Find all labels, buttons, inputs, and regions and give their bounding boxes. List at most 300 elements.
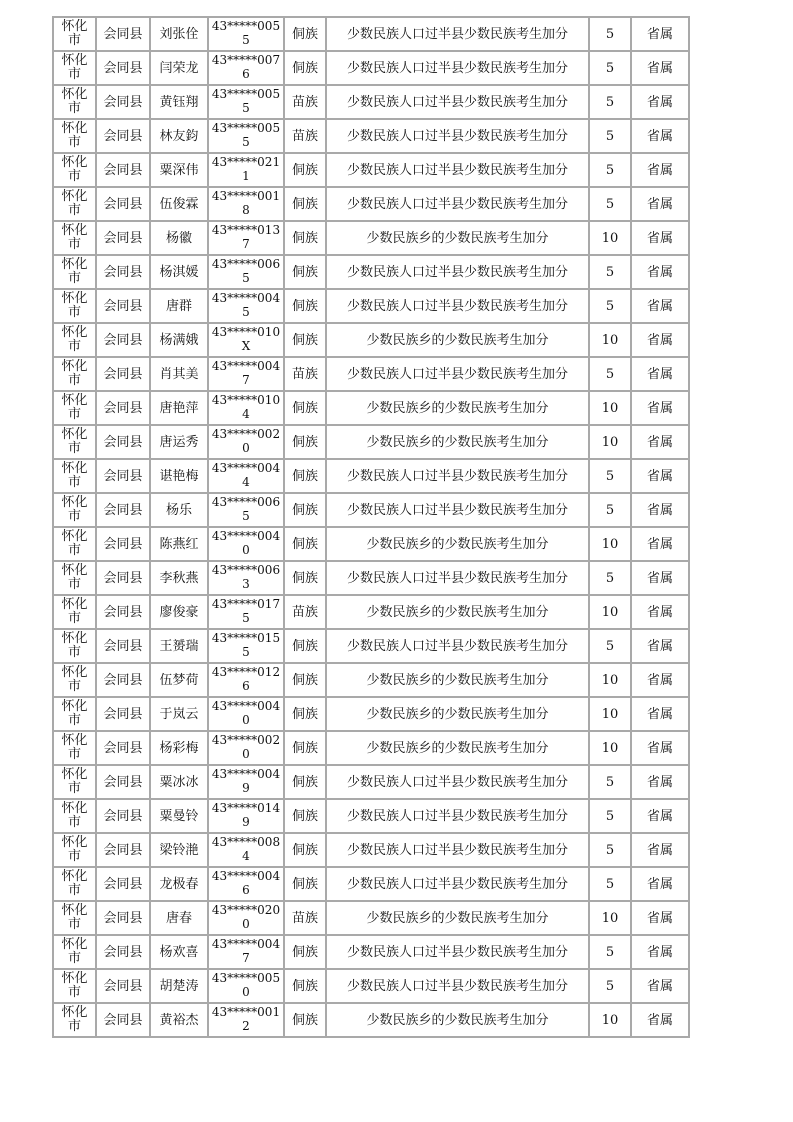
city-text-line2: 市 [67,917,81,932]
city-cell [53,119,96,153]
id-number-line1: 43*****015 [211,631,281,645]
city-text-line2: 市 [67,985,81,1000]
id-number-cell [208,867,284,901]
id-number-line2: 0 [242,985,250,999]
city-text-line2: 市 [67,339,81,354]
ethnicity-cell: 侗族 [284,323,326,357]
city-text-line1: 怀化 [61,19,88,34]
id-number-line1: 43*****004 [211,767,281,781]
id-number-cell [208,697,284,731]
county-cell: 会同县 [96,833,150,867]
authority-level-cell: 省属 [631,799,689,833]
city-text-line1: 怀化 [61,835,88,850]
name-cell: 闫荣龙 [150,51,208,85]
table-row [53,935,689,969]
id-number-cell [208,255,284,289]
id-number-line1: 43*****004 [211,699,281,713]
id-number-cell [208,187,284,221]
table-row [53,119,689,153]
bonus-reason-cell: 少数民族乡的少数民族考生加分 [326,323,589,357]
ethnicity-cell: 侗族 [284,289,326,323]
city-text-line2: 市 [67,67,81,82]
name-cell: 杨满娥 [150,323,208,357]
authority-level-cell: 省属 [631,629,689,663]
bonus-reason-cell: 少数民族人口过半县少数民族考生加分 [326,153,589,187]
bonus-points-cell: 5 [589,765,631,799]
id-number-line2: 4 [242,407,250,421]
bonus-reason-cell: 少数民族人口过半县少数民族考生加分 [326,85,589,119]
bonus-points-cell: 10 [589,391,631,425]
table-row [53,561,689,595]
bonus-reason-cell: 少数民族乡的少数民族考生加分 [326,663,589,697]
id-number-line1: 43*****004 [211,461,281,475]
city-cell [53,663,96,697]
city-text-line2: 市 [67,577,81,592]
bonus-points-cell: 5 [589,357,631,391]
table-row [53,17,689,51]
table-row [53,1003,689,1037]
ethnicity-cell: 侗族 [284,51,326,85]
id-number-line1: 43*****001 [211,1005,281,1019]
county-cell: 会同县 [96,51,150,85]
bonus-points-cell: 5 [589,833,631,867]
bonus-points-cell: 5 [589,867,631,901]
bonus-points-cell: 5 [589,51,631,85]
table-body [53,17,689,1037]
id-number-line1: 43*****002 [211,427,281,441]
city-cell [53,221,96,255]
city-cell [53,527,96,561]
table-row [53,867,689,901]
city-text-line2: 市 [67,169,81,184]
bonus-points-table [52,16,690,1038]
id-number-line1: 43*****014 [211,801,281,815]
id-number-line1: 43*****004 [211,359,281,373]
city-text-line1: 怀化 [61,767,88,782]
ethnicity-cell: 侗族 [284,799,326,833]
id-number-line2: 1 [242,169,250,183]
city-cell [53,459,96,493]
ethnicity-cell: 苗族 [284,595,326,629]
name-cell: 杨彩梅 [150,731,208,765]
city-text-line2: 市 [67,679,81,694]
city-text-line2: 市 [67,951,81,966]
county-cell: 会同县 [96,425,150,459]
authority-level-cell: 省属 [631,153,689,187]
authority-level-cell: 省属 [631,527,689,561]
id-number-line1: 43*****004 [211,291,281,305]
county-cell: 会同县 [96,731,150,765]
ethnicity-cell: 侗族 [284,493,326,527]
bonus-points-cell: 10 [589,527,631,561]
city-text-line2: 市 [67,101,81,116]
bonus-points-cell: 5 [589,935,631,969]
name-cell: 于岚云 [150,697,208,731]
city-text-line1: 怀化 [61,495,88,510]
bonus-reason-cell: 少数民族人口过半县少数民族考生加分 [326,51,589,85]
bonus-points-cell: 5 [589,187,631,221]
city-text-line1: 怀化 [61,869,88,884]
city-text-line2: 市 [67,1019,81,1034]
table-row [53,459,689,493]
id-number-line2: 6 [242,679,250,693]
id-number-cell [208,663,284,697]
table-row [53,255,689,289]
id-number-line2: 3 [242,577,250,591]
id-number-cell [208,731,284,765]
name-cell: 粟曼铃 [150,799,208,833]
ethnicity-cell: 侗族 [284,867,326,901]
county-cell: 会同县 [96,1003,150,1037]
name-cell: 杨乐 [150,493,208,527]
table-row [53,901,689,935]
id-number-line1: 43*****005 [211,19,281,33]
name-cell: 粟深伟 [150,153,208,187]
city-cell [53,969,96,1003]
city-text-line1: 怀化 [61,461,88,476]
id-number-line2: 0 [242,713,250,727]
table-row [53,85,689,119]
city-cell [53,85,96,119]
city-cell [53,425,96,459]
county-cell: 会同县 [96,255,150,289]
authority-level-cell: 省属 [631,765,689,799]
name-cell: 刘张佺 [150,17,208,51]
county-cell: 会同县 [96,221,150,255]
id-number-line1: 43*****006 [211,257,281,271]
bonus-reason-cell: 少数民族人口过半县少数民族考生加分 [326,493,589,527]
ethnicity-cell: 苗族 [284,85,326,119]
bonus-points-cell: 5 [589,289,631,323]
city-cell [53,697,96,731]
bonus-reason-cell: 少数民族人口过半县少数民族考生加分 [326,561,589,595]
authority-level-cell: 省属 [631,51,689,85]
id-number-cell [208,493,284,527]
authority-level-cell: 省属 [631,425,689,459]
name-cell: 杨欢喜 [150,935,208,969]
bonus-reason-cell: 少数民族乡的少数民族考生加分 [326,731,589,765]
city-cell [53,833,96,867]
bonus-reason-cell: 少数民族人口过半县少数民族考生加分 [326,459,589,493]
city-text-line1: 怀化 [61,903,88,918]
name-cell: 黄钰翔 [150,85,208,119]
id-number-line2: 7 [242,951,250,965]
county-cell: 会同县 [96,187,150,221]
city-text-line1: 怀化 [61,53,88,68]
ethnicity-cell: 侗族 [284,935,326,969]
name-cell: 龙极春 [150,867,208,901]
ethnicity-cell: 侗族 [284,697,326,731]
bonus-reason-cell: 少数民族乡的少数民族考生加分 [326,595,589,629]
id-number-line2: 7 [242,373,250,387]
id-number-line2: 0 [242,747,250,761]
bonus-points-cell: 10 [589,425,631,459]
city-text-line2: 市 [67,305,81,320]
id-number-line2: 4 [242,475,250,489]
id-number-line2: 2 [242,1019,250,1033]
city-text-line2: 市 [67,407,81,422]
authority-level-cell: 省属 [631,935,689,969]
city-text-line1: 怀化 [61,87,88,102]
name-cell: 伍梦荷 [150,663,208,697]
city-text-line2: 市 [67,135,81,150]
ethnicity-cell: 苗族 [284,119,326,153]
name-cell: 唐运秀 [150,425,208,459]
ethnicity-cell: 侗族 [284,833,326,867]
bonus-points-cell: 10 [589,697,631,731]
name-cell: 伍俊霖 [150,187,208,221]
authority-level-cell: 省属 [631,17,689,51]
id-number-line2: 5 [242,33,250,47]
ethnicity-cell: 侗族 [284,765,326,799]
bonus-points-cell: 10 [589,323,631,357]
ethnicity-cell: 侗族 [284,391,326,425]
city-cell [53,289,96,323]
bonus-points-cell: 5 [589,255,631,289]
table-row [53,221,689,255]
bonus-points-cell: 5 [589,629,631,663]
city-text-line1: 怀化 [61,665,88,680]
city-text-line2: 市 [67,747,81,762]
name-cell: 陈燕红 [150,527,208,561]
id-number-line2: 5 [242,509,250,523]
id-number-line2: 5 [242,645,250,659]
city-cell [53,731,96,765]
bonus-points-cell: 10 [589,221,631,255]
city-text-line2: 市 [67,781,81,796]
city-text-line2: 市 [67,849,81,864]
bonus-reason-cell: 少数民族人口过半县少数民族考生加分 [326,799,589,833]
city-text-line1: 怀化 [61,529,88,544]
city-text-line1: 怀化 [61,971,88,986]
id-number-cell [208,1003,284,1037]
bonus-points-cell: 10 [589,1003,631,1037]
county-cell: 会同县 [96,765,150,799]
id-number-line1: 43*****006 [211,563,281,577]
id-number-line2: 8 [242,203,250,217]
table-row [53,425,689,459]
name-cell: 杨淇媛 [150,255,208,289]
county-cell: 会同县 [96,969,150,1003]
city-text-line1: 怀化 [61,393,88,408]
name-cell: 王赟瑞 [150,629,208,663]
authority-level-cell: 省属 [631,663,689,697]
authority-level-cell: 省属 [631,833,689,867]
city-cell [53,17,96,51]
bonus-points-cell: 5 [589,561,631,595]
county-cell: 会同县 [96,85,150,119]
city-cell [53,935,96,969]
table-row [53,595,689,629]
bonus-reason-cell: 少数民族人口过半县少数民族考生加分 [326,289,589,323]
city-text-line1: 怀化 [61,699,88,714]
county-cell: 会同县 [96,119,150,153]
ethnicity-cell: 侗族 [284,1003,326,1037]
ethnicity-cell: 侗族 [284,561,326,595]
county-cell: 会同县 [96,629,150,663]
id-number-cell [208,901,284,935]
city-text-line1: 怀化 [61,189,88,204]
city-text-line1: 怀化 [61,427,88,442]
name-cell: 唐群 [150,289,208,323]
id-number-line1: 43*****010 [211,325,281,339]
name-cell: 唐春 [150,901,208,935]
id-number-line1: 43*****012 [211,665,281,679]
county-cell: 会同县 [96,493,150,527]
authority-level-cell: 省属 [631,561,689,595]
county-cell: 会同县 [96,935,150,969]
bonus-reason-cell: 少数民族人口过半县少数民族考生加分 [326,867,589,901]
city-cell [53,51,96,85]
bonus-reason-cell: 少数民族乡的少数民族考生加分 [326,527,589,561]
city-text-line1: 怀化 [61,155,88,170]
city-text-line2: 市 [67,611,81,626]
id-number-line1: 43*****017 [211,597,281,611]
name-cell: 林友鈞 [150,119,208,153]
authority-level-cell: 省属 [631,323,689,357]
county-cell: 会同县 [96,799,150,833]
table-row [53,799,689,833]
name-cell: 唐艳萍 [150,391,208,425]
table-row [53,153,689,187]
authority-level-cell: 省属 [631,255,689,289]
city-cell [53,629,96,663]
id-number-cell [208,833,284,867]
id-number-line1: 43*****005 [211,87,281,101]
id-number-line2: 5 [242,135,250,149]
bonus-reason-cell: 少数民族乡的少数民族考生加分 [326,697,589,731]
id-number-line2: 5 [242,611,250,625]
bonus-points-cell: 10 [589,731,631,765]
authority-level-cell: 省属 [631,731,689,765]
id-number-cell [208,85,284,119]
table-row [53,765,689,799]
table-row [53,833,689,867]
city-cell [53,1003,96,1037]
bonus-points-cell: 5 [589,799,631,833]
city-text-line2: 市 [67,509,81,524]
id-number-line1: 43*****008 [211,835,281,849]
ethnicity-cell: 侗族 [284,527,326,561]
id-number-line1: 43*****021 [211,155,281,169]
id-number-line2: 6 [242,883,250,897]
id-number-line1: 43*****005 [211,971,281,985]
city-cell [53,765,96,799]
city-cell [53,799,96,833]
authority-level-cell: 省属 [631,391,689,425]
city-cell [53,357,96,391]
county-cell: 会同县 [96,323,150,357]
id-number-line2: 5 [242,305,250,319]
city-text-line1: 怀化 [61,563,88,578]
county-cell: 会同县 [96,595,150,629]
id-number-cell [208,799,284,833]
id-number-cell [208,561,284,595]
authority-level-cell: 省属 [631,187,689,221]
bonus-reason-cell: 少数民族人口过半县少数民族考生加分 [326,765,589,799]
ethnicity-cell: 侗族 [284,425,326,459]
city-text-line2: 市 [67,883,81,898]
table-row [53,357,689,391]
bonus-reason-cell: 少数民族乡的少数民族考生加分 [326,425,589,459]
id-number-line2: 5 [242,101,250,115]
city-text-line2: 市 [67,271,81,286]
bonus-reason-cell: 少数民族人口过半县少数民族考生加分 [326,119,589,153]
city-text-line2: 市 [67,33,81,48]
city-text-line1: 怀化 [61,223,88,238]
authority-level-cell: 省属 [631,357,689,391]
authority-level-cell: 省属 [631,85,689,119]
id-number-cell [208,527,284,561]
id-number-line2: 7 [242,237,250,251]
id-number-cell [208,391,284,425]
id-number-cell [208,765,284,799]
bonus-points-cell: 5 [589,17,631,51]
county-cell: 会同县 [96,153,150,187]
id-number-line2: 5 [242,271,250,285]
id-number-line2: 0 [242,543,250,557]
bonus-reason-cell: 少数民族人口过半县少数民族考生加分 [326,935,589,969]
city-text-line1: 怀化 [61,359,88,374]
id-number-line2: 6 [242,67,250,81]
bonus-reason-cell: 少数民族人口过半县少数民族考生加分 [326,357,589,391]
city-text-line1: 怀化 [61,325,88,340]
table-row [53,663,689,697]
city-cell [53,901,96,935]
authority-level-cell: 省属 [631,493,689,527]
id-number-line2: X [241,339,251,353]
city-cell [53,595,96,629]
id-number-cell [208,221,284,255]
id-number-line1: 43*****002 [211,733,281,747]
id-number-line1: 43*****005 [211,121,281,135]
ethnicity-cell: 侗族 [284,969,326,1003]
id-number-cell [208,119,284,153]
ethnicity-cell: 侗族 [284,17,326,51]
name-cell: 李秋燕 [150,561,208,595]
name-cell: 胡楚涛 [150,969,208,1003]
id-number-line1: 43*****004 [211,937,281,951]
bonus-reason-cell: 少数民族人口过半县少数民族考生加分 [326,629,589,663]
bonus-reason-cell: 少数民族人口过半县少数民族考生加分 [326,255,589,289]
city-cell [53,323,96,357]
county-cell: 会同县 [96,357,150,391]
city-text-line1: 怀化 [61,597,88,612]
ethnicity-cell: 侗族 [284,459,326,493]
name-cell: 廖俊豪 [150,595,208,629]
bonus-points-cell: 5 [589,493,631,527]
ethnicity-cell: 苗族 [284,357,326,391]
name-cell: 黄裕杰 [150,1003,208,1037]
id-number-line1: 43*****004 [211,529,281,543]
city-text-line2: 市 [67,645,81,660]
table-row [53,629,689,663]
id-number-line1: 43*****004 [211,869,281,883]
id-number-line1: 43*****007 [211,53,281,67]
table-row [53,289,689,323]
id-number-line2: 0 [242,917,250,931]
county-cell: 会同县 [96,17,150,51]
city-text-line1: 怀化 [61,631,88,646]
county-cell: 会同县 [96,697,150,731]
id-number-line2: 9 [242,815,250,829]
city-text-line1: 怀化 [61,291,88,306]
bonus-reason-cell: 少数民族乡的少数民族考生加分 [326,901,589,935]
id-number-line2: 4 [242,849,250,863]
county-cell: 会同县 [96,867,150,901]
id-number-line1: 43*****013 [211,223,281,237]
county-cell: 会同县 [96,901,150,935]
